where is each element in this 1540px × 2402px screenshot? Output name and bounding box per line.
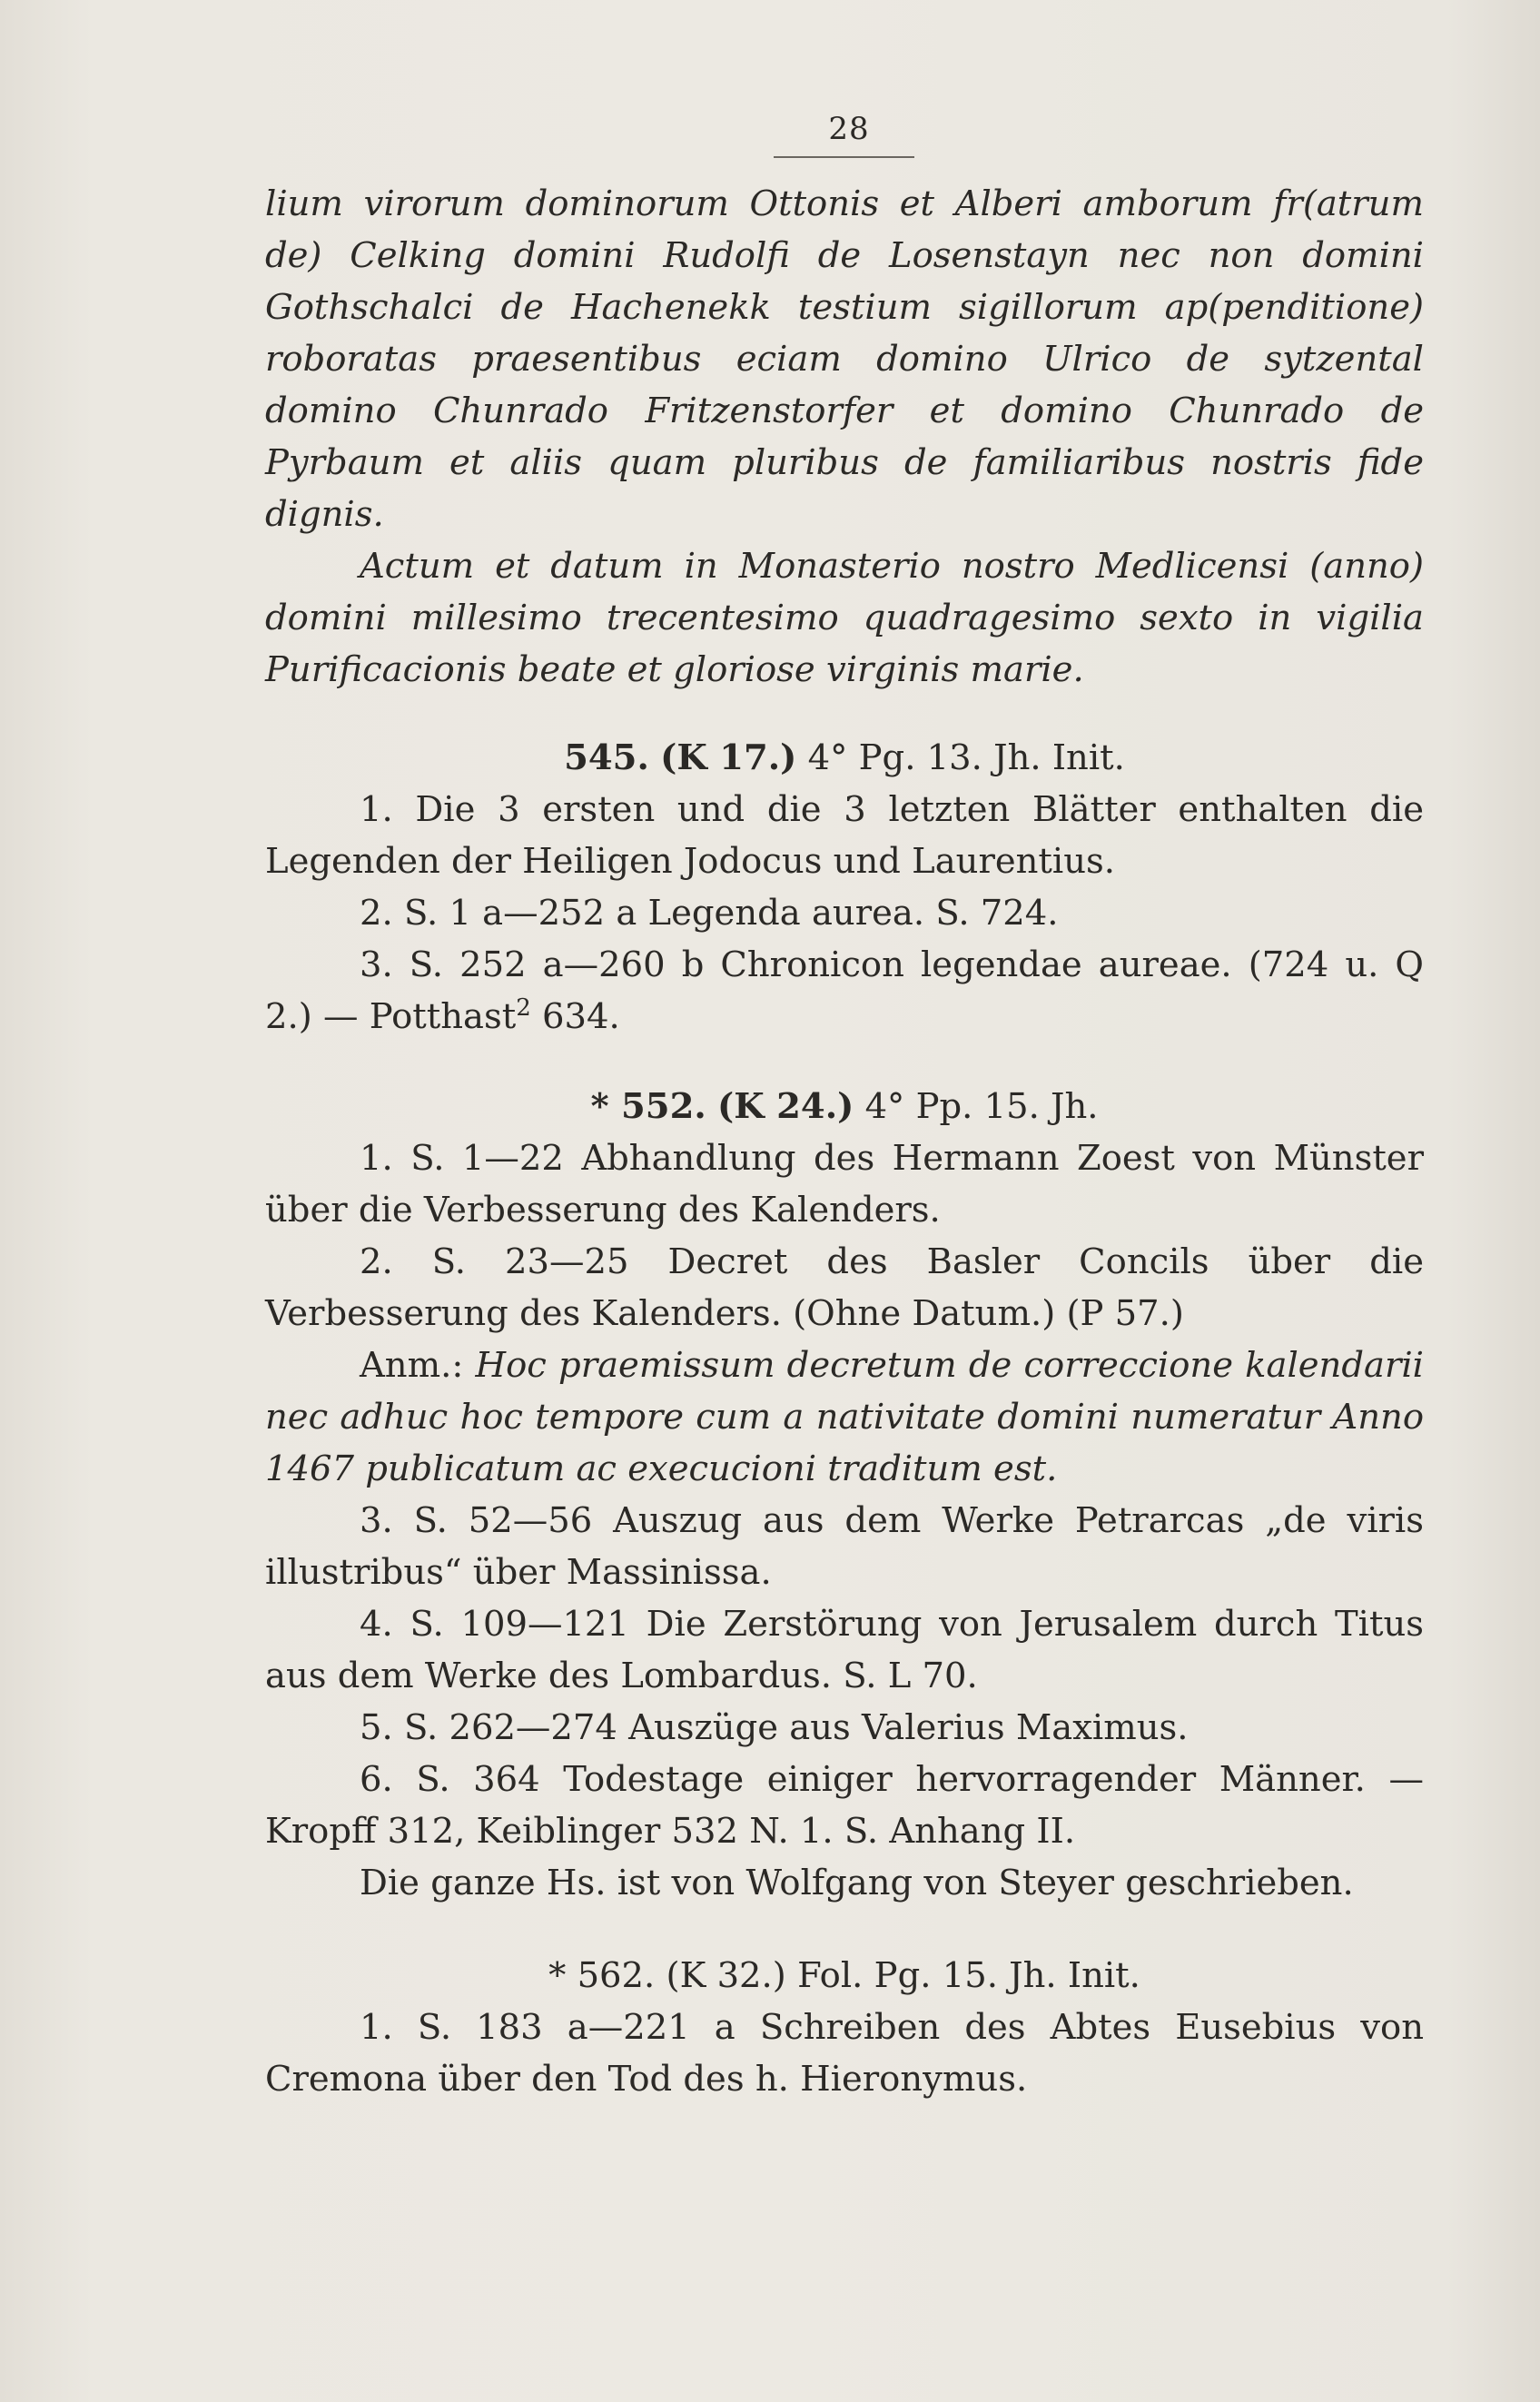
page-number-rule: [774, 156, 914, 158]
entry-signature: (K 32.): [666, 1955, 786, 1996]
entry-details: Pg. 13. Jh. Init.: [858, 737, 1125, 778]
entry-details: Pp. 15. Jh.: [915, 1086, 1099, 1127]
entry-format: Fol.: [797, 1955, 864, 1996]
entry-item: 4. S. 109—121 Die Zerstörung von Jerusalem durch Titus aus dem Werke des Lombardus. S. L 70.: [265, 1604, 1424, 1696]
entry-heading-545: [265, 732, 1424, 784]
entry-item: 1. Die 3 ersten und die 3 letzten Blätter enthalten die Legenden der Heiligen Jodocus und Laurentius.: [265, 789, 1424, 882]
entry-item: 1. S. 1—22 Abhandlung des Hermann Zoest von Münster über die Verbesserung des Kalenders.: [265, 1138, 1424, 1231]
entry-heading-552: [265, 1081, 1424, 1132]
entry-format: 4°: [807, 737, 848, 778]
entry-signature: (K 17.): [660, 737, 797, 778]
page-body: [265, 178, 1424, 2105]
entry-details: Pg. 15. Jh. Init.: [874, 1955, 1140, 1996]
note-text: Hoc praemissum decretum de correccione kalendarii nec adhuc hoc tempore cum a nativitate domini numeratur Anno 1467 publicatum ac execucioni traditum est.: [265, 1345, 1424, 1489]
entry-item: 1. S. 183 a—221 a Schreiben des Abtes Eusebius von Cremona über den Tod des h. Hieronymus.: [265, 2007, 1424, 2100]
entry-item-tail: 634.: [530, 996, 620, 1037]
entry-heading-562: [265, 1950, 1424, 2002]
note-label: Anm.:: [360, 1345, 464, 1386]
entry-number: 545.: [564, 737, 649, 778]
charter-dating-paragraph: Actum et datum in Monasterio nostro Medlicensi (anno) domini millesimo trecentesimo quadragesimo sexto in vigilia Purificacionis beate et gloriose virginis marie.: [265, 546, 1424, 690]
charter-paragraph: lium virorum dominorum Ottonis et Alberi amborum fr(atrum de) Celking domini Rudolfi de Losenstayn nec non domini Gothschalci de Hachenekk testium sigillorum ap(penditione) roboratas praesentibus eciam domino Ulrico de sytzental domino Chunrado Fritzenstorfer et domino Chunrado de Pyrbaum et aliis quam pluribus de familiaribus nostris fide dignis.: [265, 183, 1424, 535]
entry-item: 5. S. 262—274 Auszüge aus Valerius Maximus.: [360, 1707, 1189, 1748]
entry-signature: (K 24.): [717, 1086, 854, 1127]
entry-item: 2. S. 23—25 Decret des Basler Concils über die Verbesserung des Kalenders. (Ohne Datum.) (P 57.): [265, 1241, 1424, 1334]
entry-number: * 552.: [590, 1086, 706, 1127]
entry-item: 6. S. 364 Todestage einiger hervorragender Männer. — Kropff 312, Keiblinger 532 N. 1. S. Anhang II.: [265, 1759, 1424, 1852]
entry-number: * 562.: [548, 1955, 656, 1996]
entry-item-text: 3. S. 252 a—260 b Chronicon legendae aureae. (724 u. Q 2.) — Potthast: [265, 944, 1424, 1037]
entry-note: [265, 1339, 1424, 1495]
entry-item: [265, 939, 1424, 1043]
entry-item: 3. S. 52—56 Auszug aus dem Werke Petrarcas „de viris illustribus“ über Massinissa.: [265, 1500, 1424, 1593]
entry-scribe-note: Die ganze Hs. ist von Wolfgang von Steyer geschrieben.: [360, 1863, 1354, 1903]
page-number: 28: [828, 111, 870, 147]
edition-superscript: 2: [516, 994, 531, 1023]
entry-item: 2. S. 1 a—252 a Legenda aurea. S. 724.: [360, 893, 1059, 934]
entry-format: 4°: [864, 1086, 905, 1127]
